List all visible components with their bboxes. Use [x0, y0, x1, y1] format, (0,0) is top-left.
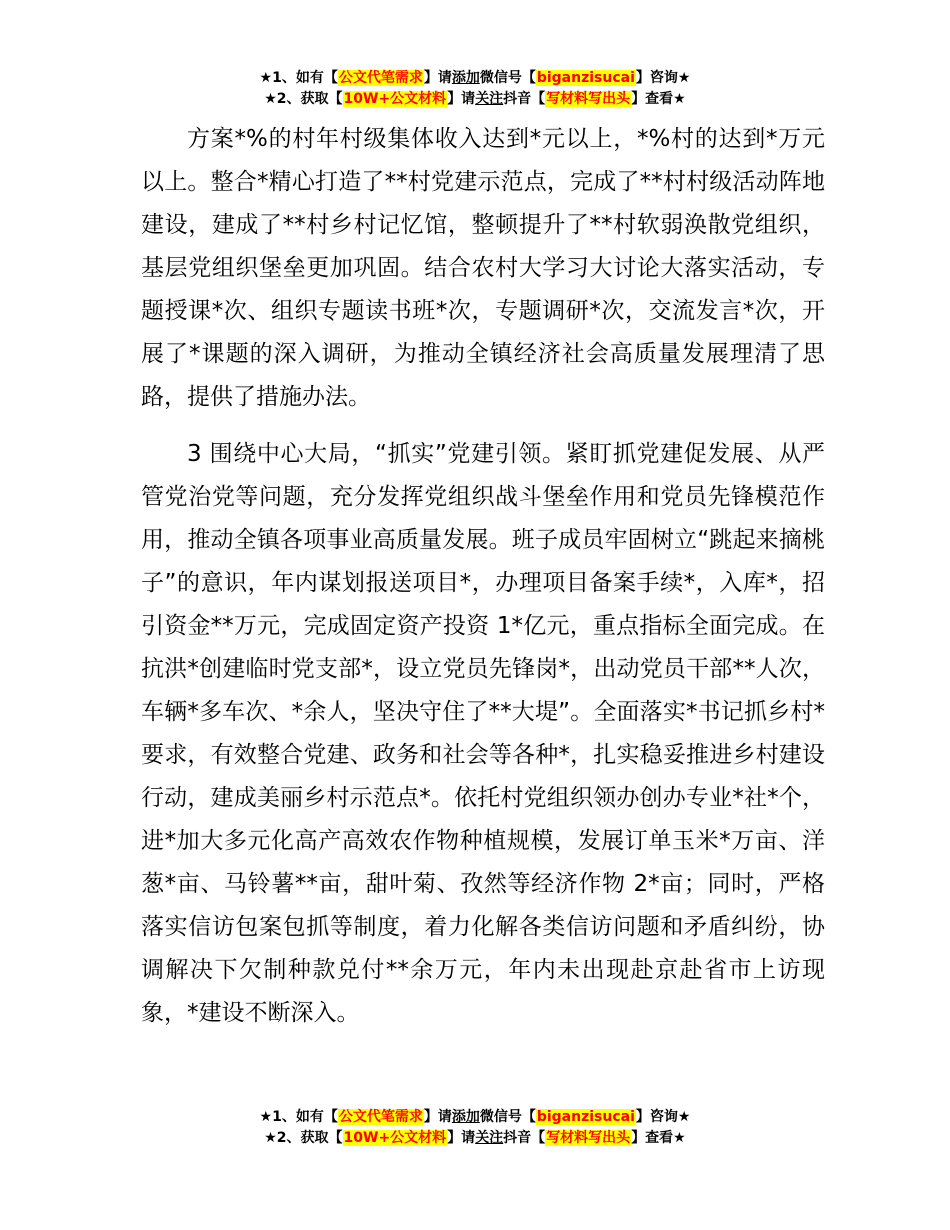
body-paragraph-2: 3 围绕中心大局，“抓实”党建引领。紧盯抓党建促发展、从严管党治党等问题，充分发挥党组织战斗堡垒作用和党员先锋模范作用，推动全镇各项事业高质量发展。班子成员牢固树立“跳起来摘桃子”的意识，年内谋划报送项目*，办理项目备案手续*，入库*，招引资金**万元，完成固定资产投资 1*亿元，重点指标全面完成。在抗洪*创建临时党支部*，设立党员先锋岗*，出动党员干部**人次，车辆*多车次、*余人，坚决守住了**大堤”。全面落实*书记抓乡村*要求，有效整合党建、政务和社会等各种*，扎实稳妥推进乡村建设行动，建成美丽乡村示范点*。依托村党组织领办创办专业*社*个，进*加大多元化高产高效农作物种植规模，发展订单玉米*万亩、洋葱*亩、马铃薯**亩，甜叶菊、孜然等经济作物 2*亩；同时，严格落实信访包案包抓等制度，着力化解各类信访问题和矛盾纠纷，协调解决下欠制种款兑付**余万元，年内未出现赴京赴省市上访现象，*建设不断深入。: [141, 441, 825, 1026]
underlined-word: 添加: [451, 70, 480, 86]
document-body: [141, 118, 825, 1035]
highlight-douyin-account: 写材料写出头: [546, 1130, 631, 1146]
banner-text: 】请: [423, 1109, 452, 1125]
banner-line-1: [0, 1107, 950, 1128]
banner-text: 】请: [447, 91, 476, 107]
body-paragraph-1: 方案*%的村年村级集体收入达到*元以上，*%村的达到*万元以上。整合*精心打造了**村党建示范点，完成了**村村级活动阵地建设，建成了**村乡村记忆馆，整顿提升了**村软弱涣散党组织，基层党组织堡垒更加巩固。结合农村大学习大讨论大落实活动，专题授课*次、组织专题读书班*次，专题调研*次，交流发言*次，开展了*课题的深入调研，为推动全镇经济社会高质量发展理清了思路，提供了措施办法。: [141, 126, 825, 410]
banner-text: 】请: [447, 1130, 476, 1146]
highlight-douyin-account: 写材料写出头: [546, 91, 631, 107]
banner-text: 】查看★: [631, 1130, 686, 1146]
banner-text: ★2、获取【: [264, 91, 343, 107]
banner-text: 抖音【: [503, 1130, 546, 1146]
highlight-wechat-id: biganzisucai: [536, 70, 635, 86]
header-banner: [0, 68, 950, 110]
banner-text: 】查看★: [631, 91, 686, 107]
highlight-materials: 10W+公文材料: [343, 91, 447, 107]
banner-line-2: [0, 1128, 950, 1149]
banner-text: ★1、如有【: [259, 1109, 338, 1125]
highlight-service: 公文代笔需求: [338, 70, 423, 86]
highlight-service: 公文代笔需求: [338, 1109, 423, 1125]
highlight-wechat-id: biganzisucai: [536, 1109, 635, 1125]
banner-text: ★1、如有【: [259, 70, 338, 86]
underlined-word: 添加: [451, 1109, 480, 1125]
highlight-materials: 10W+公文材料: [343, 1130, 447, 1146]
banner-text: ★2、获取【: [264, 1130, 343, 1146]
banner-line-1: [0, 68, 950, 89]
banner-text: 微信号【: [479, 70, 536, 86]
banner-text: 抖音【: [503, 91, 546, 107]
banner-text: 】咨询★: [635, 1109, 691, 1125]
banner-text: 微信号【: [479, 1109, 536, 1125]
banner-text: 】咨询★: [635, 70, 691, 86]
footer-banner: [0, 1107, 950, 1149]
underlined-word: 关注: [475, 91, 504, 107]
underlined-word: 关注: [475, 1130, 504, 1146]
banner-line-2: [0, 89, 950, 110]
banner-text: 】请: [423, 70, 452, 86]
